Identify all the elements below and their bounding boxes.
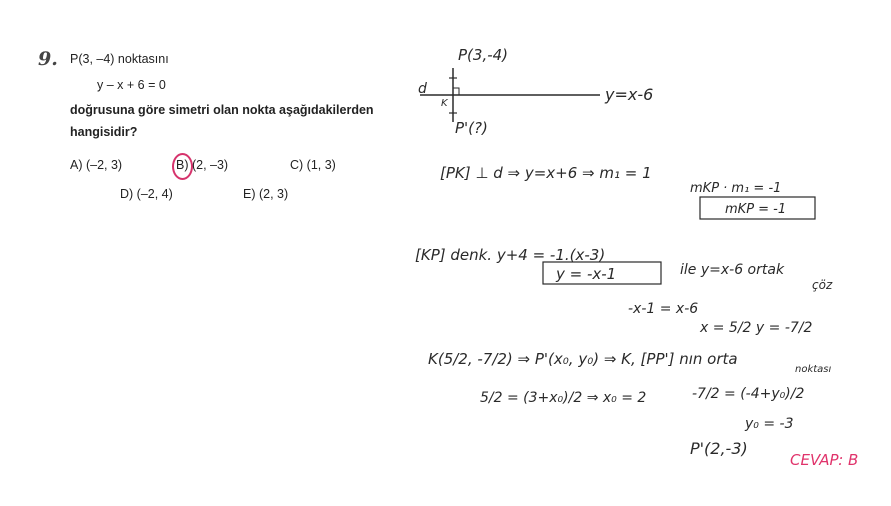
question-text-line3: doğrusuna göre simetri olan nokta aşağıdakilerden xyxy=(70,103,374,117)
step-intersect-2: çöz xyxy=(812,278,833,292)
final-answer: CEVAP: B xyxy=(790,451,859,469)
label-p: P(3,-4) xyxy=(458,46,509,64)
question-equation: y – x + 6 = 0 xyxy=(97,78,166,92)
option-a[interactable]: A) (–2, 3) xyxy=(70,158,123,172)
step-midpoint-2: noktası xyxy=(795,364,832,375)
question-number: 9. xyxy=(38,48,58,70)
right-angle-mark xyxy=(453,88,459,95)
step-slope-kp: mKP = -1 xyxy=(725,202,787,217)
result-point: P'(2,-3) xyxy=(690,439,748,458)
step-y0: y₀ = -3 xyxy=(745,416,794,432)
step-slope-product: mKP · m₁ = -1 xyxy=(690,181,782,196)
label-k: K xyxy=(441,98,448,109)
label-d: d xyxy=(418,81,427,97)
step-kp-equation: [KP] denk. y+4 = -1.(x-3) xyxy=(415,246,606,264)
option-e[interactable]: E) (2, 3) xyxy=(243,187,289,201)
label-p-prime: P'(?) xyxy=(455,119,488,137)
step-solve: -x-1 = x-6 xyxy=(628,301,699,317)
step-perpendicular: [PK] ⊥ d ⇒ y=x+6 ⇒ m₁ = 1 xyxy=(440,164,652,182)
step-x0: 5/2 = (3+x₀)/2 ⇒ x₀ = 2 xyxy=(480,390,647,406)
question-text-line1: P(3, –4) noktasını xyxy=(70,52,169,66)
option-d[interactable]: D) (–2, 4) xyxy=(120,187,173,201)
step-y0-eq: -7/2 = (-4+y₀)/2 xyxy=(692,386,805,402)
step-xy: x = 5/2 y = -7/2 xyxy=(700,320,813,336)
step-kp-simplified: y = -x-1 xyxy=(556,265,617,283)
label-line-eq: y=x-6 xyxy=(605,85,654,104)
step-midpoint: K(5/2, -7/2) ⇒ P'(x₀, y₀) ⇒ K, [PP'] nın orta xyxy=(428,350,738,368)
option-b[interactable]: B) (2, –3) xyxy=(176,158,229,172)
option-c[interactable]: C) (1, 3) xyxy=(290,158,336,172)
step-intersect: ile y=x-6 ortak xyxy=(680,262,785,278)
question-text-line4: hangisidir? xyxy=(70,125,138,139)
